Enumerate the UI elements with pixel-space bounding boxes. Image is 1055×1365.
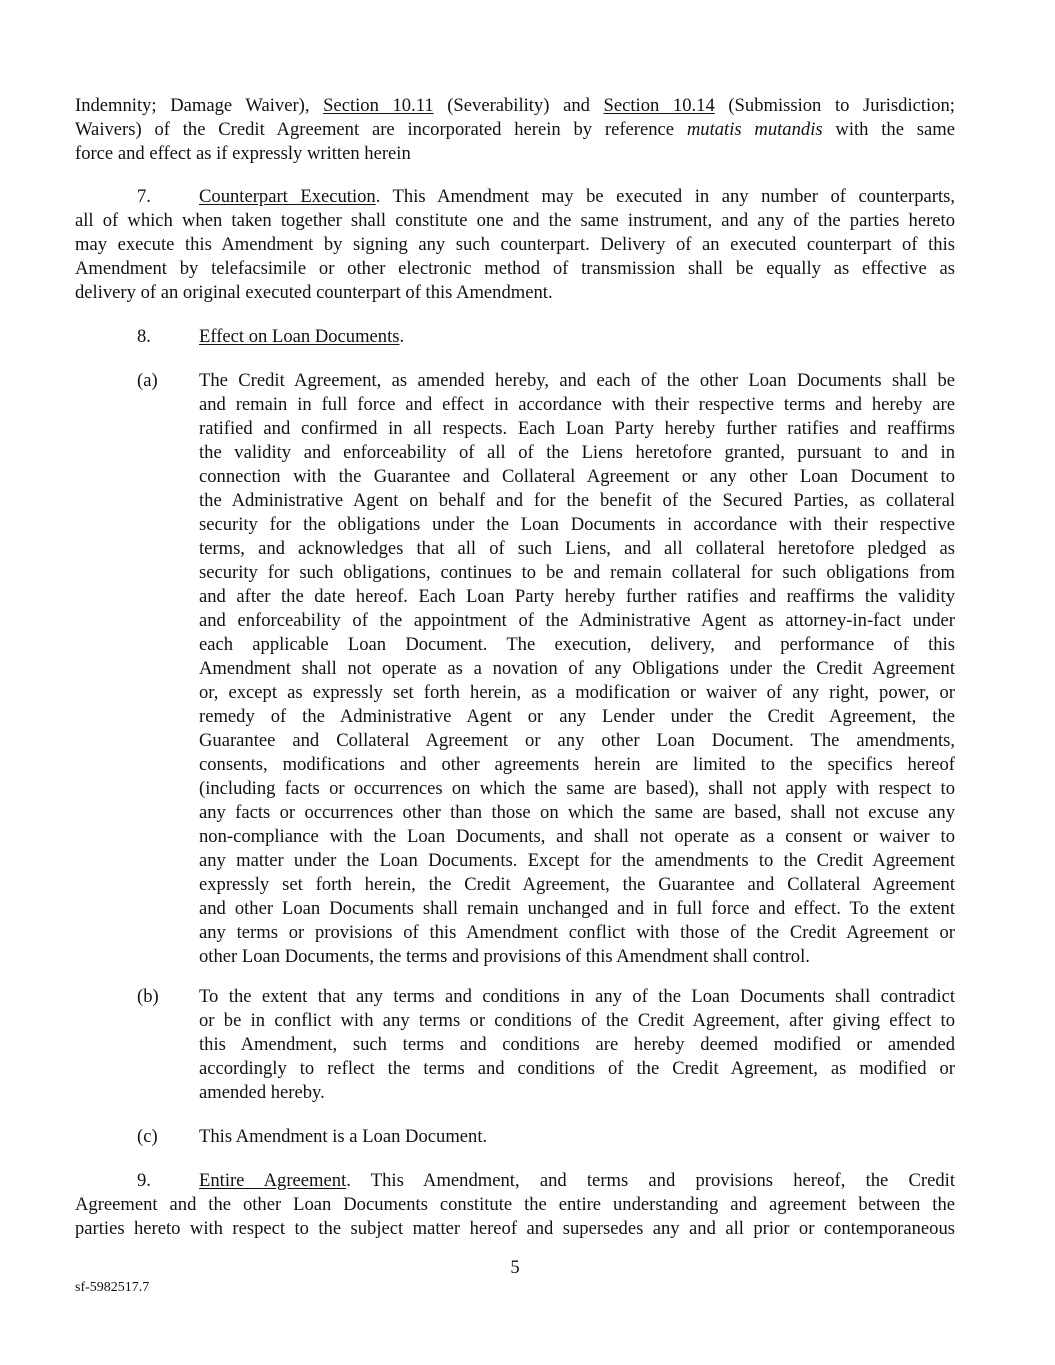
text: with the same (822, 119, 955, 140)
section-8-number: 8. (137, 326, 151, 347)
subsection-a-line-4: the validity and enforceability of all of the Liens heretofore granted, pursuant to and in (199, 442, 955, 463)
text: (Severability) and (433, 95, 604, 116)
section-9-heading: Entire Agreement (199, 1170, 347, 1191)
subsection-a-line-24: any terms or provisions of this Amendment conflict with those of the Credit Agreement or (199, 922, 955, 943)
section-7-line-5: delivery of an original executed counterpart of this Amendment. (75, 282, 553, 303)
subsection-a-line-8: terms, and acknowledges that all of such Liens, and all collateral heretofore pledged as (199, 538, 955, 559)
section-7-line-3: may execute this Amendment by signing any such counterpart. Delivery of an executed counterpart of this (75, 234, 955, 255)
subsection-a-line-10: and after the date hereof. Each Loan Party hereby further ratifies and reaffirms the validity (199, 586, 955, 607)
subsection-b-line-5: amended hereby. (199, 1082, 325, 1103)
subsection-a-line-11: and enforceability of the appointment of the Administrative Agent as attorney-in-fact under (199, 610, 955, 631)
subsection-b-line-4: accordingly to reflect the terms and conditions of the Credit Agreement, as modified or (199, 1058, 955, 1079)
document-id: sf-5982517.7 (75, 1280, 150, 1295)
section-7-line-4: Amendment by telefacsimile or other electronic method of transmission shall be equally as effective as (75, 258, 955, 279)
section-9-number: 9. (137, 1170, 151, 1191)
section-7-heading: Counterpart Execution (199, 186, 376, 207)
subsection-a-line-19: any facts or occurrences other than those on which the same are based, shall not excuse any (199, 802, 955, 823)
subsection-a-line-16: Guarantee and Collateral Agreement or any other Loan Document. The amendments, (199, 730, 955, 751)
section-9-line-1 (199, 1169, 955, 1193)
subsection-b-line-3: this Amendment, such terms and conditions are hereby deemed modified or amended (199, 1034, 955, 1055)
text: Indemnity; Damage Waiver), (75, 95, 324, 116)
subsection-b-line-1: To the extent that any terms and conditions in any of the Loan Documents shall contradict (199, 986, 955, 1007)
subsection-a-line-17: consents, modifications and other agreements herein are limited to the specifics hereof (199, 754, 955, 775)
text: (Submission to Jurisdiction; (714, 95, 955, 116)
subsection-a-line-7: security for the obligations under the Loan Documents in accordance with their respective (199, 514, 955, 535)
subsection-a-line-13: Amendment shall not operate as a novation of any Obligations under the Credit Agreement (199, 658, 955, 679)
subsection-a-line-2: and remain in full force and effect in accordance with their respective terms and hereby are (199, 394, 955, 415)
subsection-a-line-21: any matter under the Loan Documents. Except for the amendments to the Credit Agreement (199, 850, 955, 871)
subsection-a-line-14: or, except as expressly set forth herein, as a modification or waiver of any right, power, or (199, 682, 955, 703)
subsection-a-line-23: and other Loan Documents shall remain unchanged and in full force and effect. To the extent (199, 898, 955, 919)
text: . (399, 326, 405, 347)
subsection-b-label: (b) (137, 986, 159, 1007)
mutatis-mutandis: mutatis mutandis (686, 119, 823, 140)
text: . This Amendment may be executed in any number of counterparts, (375, 186, 955, 207)
section-7-line-2: all of which when taken together shall constitute one and the same instrument, and any of the parties hereto (75, 210, 955, 231)
subsection-a-line-15: remedy of the Administrative Agent or any Lender under the Credit Agreement, the (199, 706, 955, 727)
section-7-line-1 (199, 185, 955, 209)
subsection-b-line-2: or be in conflict with any terms or conditions of the Credit Agreement, after giving effect to (199, 1010, 955, 1031)
section-8-heading: Effect on Loan Documents (199, 326, 400, 347)
intro-line-3: force and effect as if expressly written herein (75, 143, 411, 164)
subsection-a-line-3: ratified and confirmed in all respects. Each Loan Party hereby further ratifies and reaffirms (199, 418, 955, 439)
section-7-number: 7. (137, 186, 151, 207)
section-8-heading-line (199, 325, 404, 349)
subsection-a-line-12: each applicable Loan Document. The execution, delivery, and performance of this (199, 634, 955, 655)
subsection-a-line-1: The Credit Agreement, as amended hereby, and each of the other Loan Documents shall be (199, 370, 955, 391)
subsection-c-label: (c) (137, 1126, 158, 1147)
page-number: 5 (510, 1257, 520, 1278)
text: . This Amendment, and terms and provisions hereof, the Credit (346, 1170, 955, 1191)
subsection-a-line-20: non-compliance with the Loan Documents, and shall not operate as a consent or waiver to (199, 826, 955, 847)
subsection-a-line-18: (including facts or occurrences on which the same are based), shall not apply with respect to (199, 778, 955, 799)
subsection-a-line-22: expressly set forth herein, the Credit Agreement, the Guarantee and Collateral Agreement (199, 874, 955, 895)
section-9-line-3: parties hereto with respect to the subject matter hereof and supersedes any and all prior or contemporaneous (75, 1218, 955, 1239)
section-10-14-reference: Section 10.14 (603, 95, 715, 116)
subsection-c-line-1: This Amendment is a Loan Document. (199, 1126, 488, 1147)
section-10-11-reference: Section 10.11 (323, 95, 434, 116)
subsection-a-line-25: other Loan Documents, the terms and provisions of this Amendment shall control. (199, 946, 810, 967)
intro-line-1 (75, 94, 955, 118)
subsection-a-line-5: connection with the Guarantee and Collateral Agreement or any other Loan Document to (199, 466, 955, 487)
text: Waivers) of the Credit Agreement are incorporated herein by reference (75, 119, 687, 140)
subsection-a-line-9: security for such obligations, continues to be and remain collateral for such obligations from (199, 562, 955, 583)
subsection-a-line-6: the Administrative Agent on behalf and for the benefit of the Secured Parties, as collateral (199, 490, 955, 511)
subsection-a-label: (a) (137, 370, 158, 391)
section-9-line-2: Agreement and the other Loan Documents constitute the entire understanding and agreement between the (75, 1194, 955, 1215)
intro-line-2 (75, 118, 955, 142)
